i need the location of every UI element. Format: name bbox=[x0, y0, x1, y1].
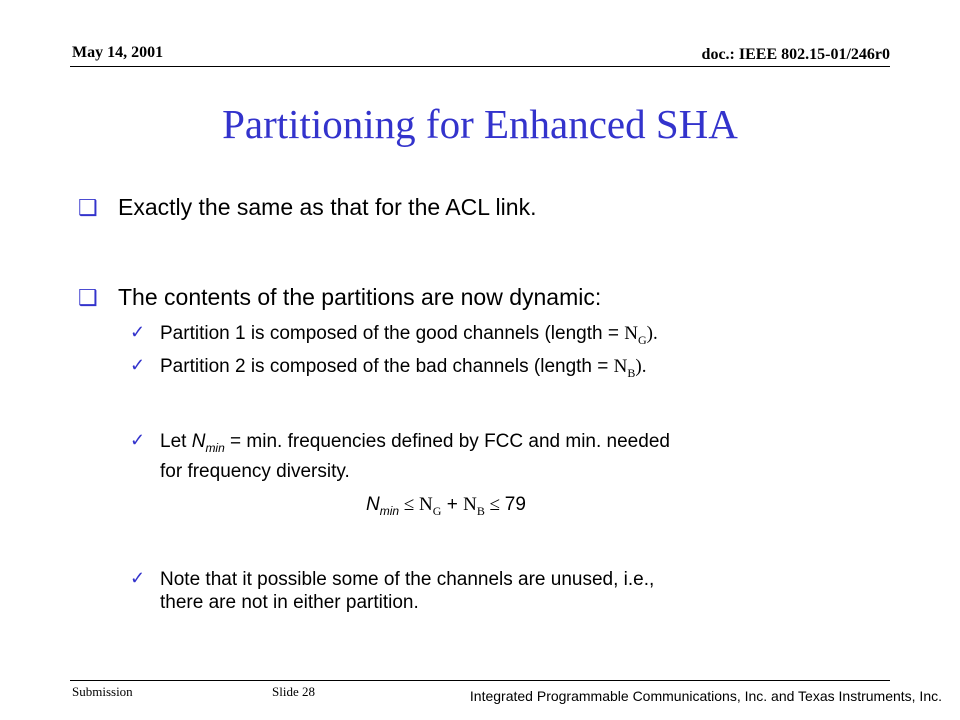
sub-bullet-text bbox=[160, 355, 646, 385]
text-segment: Partition 2 is composed of the bad channels (length = bbox=[160, 356, 614, 377]
var-n: N bbox=[419, 494, 433, 515]
sub-bullet-text bbox=[160, 430, 670, 483]
text-segment: Let bbox=[160, 431, 192, 452]
le-symbol: ≤ bbox=[484, 494, 505, 515]
footer-rule bbox=[70, 680, 890, 681]
sub-bullet-partition-2 bbox=[130, 355, 646, 385]
var-n: N bbox=[624, 323, 638, 344]
square-bullet-icon: ❑ bbox=[78, 195, 98, 220]
sub-bullet-partition-1 bbox=[130, 322, 658, 352]
inequality-equation bbox=[366, 494, 526, 519]
text-segment: ). bbox=[635, 356, 647, 377]
var-subscript: G bbox=[432, 503, 442, 518]
bullet-text: Exactly the same as that for the ACL link. bbox=[118, 194, 537, 220]
text-segment: Note that it possible some of the channels are unused, i.e., bbox=[160, 569, 655, 590]
var-n: N bbox=[463, 494, 477, 515]
text-segment: for frequency diversity. bbox=[160, 460, 350, 482]
footer-organization: Integrated Programmable Communications, Inc. and Texas Instruments, Inc. bbox=[469, 688, 942, 704]
slide-title: Partitioning for Enhanced SHA bbox=[222, 101, 738, 147]
bullet-item bbox=[78, 284, 601, 311]
sub-bullet-note bbox=[130, 568, 654, 614]
checkmark-icon: ✓ bbox=[130, 430, 146, 450]
var-subscript: G bbox=[637, 332, 647, 347]
sub-bullet-text bbox=[160, 322, 658, 352]
var-subscript: B bbox=[476, 503, 485, 518]
text-segment: ). bbox=[646, 323, 658, 344]
footer-slide-number: Slide 28 bbox=[272, 684, 315, 699]
sub-bullet-let-nmin bbox=[130, 430, 670, 483]
var-subscript: min bbox=[379, 503, 400, 518]
le-symbol: ≤ bbox=[399, 494, 420, 515]
header-date: May 14, 2001 bbox=[72, 44, 164, 61]
footer-submission: Submission bbox=[72, 684, 133, 699]
var-subscript: B bbox=[627, 365, 636, 380]
header-doc-id: doc.: IEEE 802.15-01/246r0 bbox=[701, 46, 890, 63]
checkmark-icon: ✓ bbox=[130, 322, 146, 342]
plus-symbol: + bbox=[441, 494, 464, 515]
checkmark-icon: ✓ bbox=[130, 355, 146, 375]
bullet-text: The contents of the partitions are now dynamic: bbox=[118, 284, 602, 310]
value-79: 79 bbox=[504, 494, 526, 515]
var-subscript: min bbox=[205, 440, 225, 455]
text-segment: = min. frequencies defined by FCC and min. needed bbox=[224, 431, 670, 452]
checkmark-icon: ✓ bbox=[130, 568, 146, 588]
square-bullet-icon: ❑ bbox=[78, 285, 98, 310]
bullet-item bbox=[78, 194, 536, 221]
var-n: N bbox=[191, 431, 206, 452]
text-segment: Partition 1 is composed of the good channels (length = bbox=[160, 323, 625, 344]
var-n: N bbox=[613, 356, 628, 377]
var-n: N bbox=[366, 494, 380, 515]
text-segment: there are not in either partition. bbox=[160, 592, 419, 613]
sub-bullet-text bbox=[160, 568, 654, 614]
header-rule bbox=[70, 66, 890, 67]
